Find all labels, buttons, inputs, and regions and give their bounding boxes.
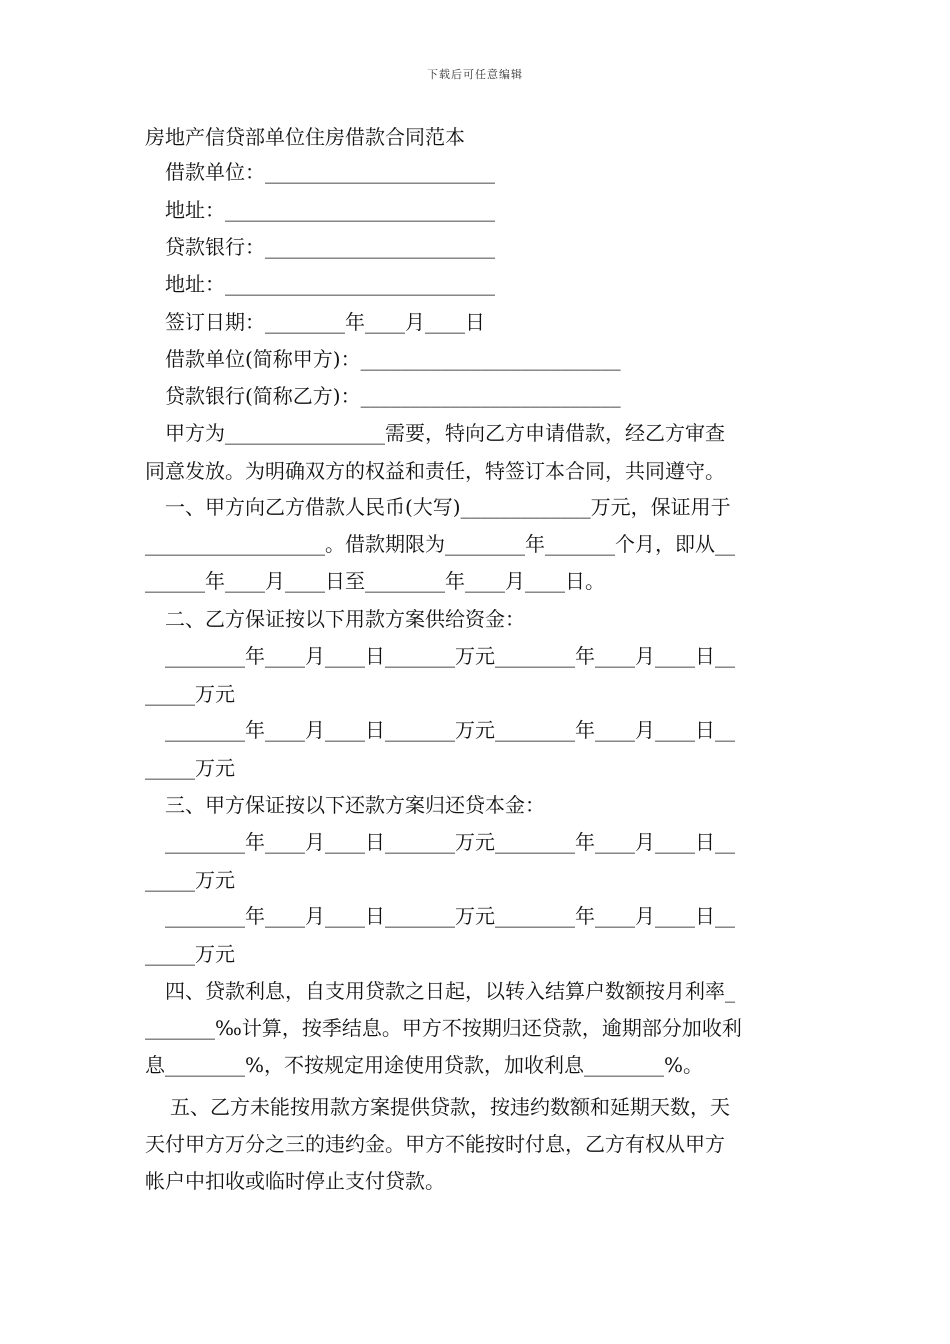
bank-address-line: 地址：___________________________	[165, 272, 495, 296]
clause-1-line-3: ______年____月____日至________年____月____日。	[145, 569, 605, 593]
clause-2-heading: 二、乙方保证按以下用款方案供给资金：	[165, 607, 525, 631]
party-a-line: 借款单位(简称甲方)：__________________________	[165, 347, 621, 371]
clause-3-row-1b: _____万元	[145, 868, 235, 892]
clause-5-line-3: 帐户中扣收或临时停止支付贷款。	[145, 1169, 445, 1193]
clause-4-line-2: _______‰计算，按季结息。甲方不按期归还贷款，逾期部分加收利	[145, 1016, 742, 1040]
clause-5-line-2: 天付甲方万分之三的违约金。甲方不能按时付息，乙方有权从甲方	[145, 1132, 725, 1156]
clause-2-row-1b: _____万元	[145, 682, 235, 706]
clause-2-row-1a: ________年____月____日_______万元________年____月____日__	[165, 644, 735, 668]
clause-3-heading: 三、甲方保证按以下还款方案归还贷本金：	[165, 793, 545, 817]
clause-3-row-2a: ________年____月____日_______万元________年____月____日__	[165, 904, 735, 928]
clause-2-row-2b: _____万元	[145, 756, 235, 780]
clause-1-line-1: 一、甲方向乙方借款人民币(大写)_____________万元，保证用于	[165, 495, 731, 519]
preamble-line-2: 同意发放。为明确双方的权益和责任，特签订本合同，共同遵守。	[145, 459, 725, 483]
clause-4-line-1: 四、贷款利息，自支用贷款之日起，以转入结算户数额按月利率_	[165, 979, 735, 1003]
clause-4-line-3: 息________%，不按规定用途使用贷款，加收利息________%。	[145, 1053, 704, 1077]
clause-5-line-1: 五、乙方未能按用款方案提供贷款，按违约数额和延期天数，天	[170, 1095, 730, 1119]
clause-3-row-2b: _____万元	[145, 942, 235, 966]
document-title: 房地产信贷部单位住房借款合同范本	[145, 125, 465, 149]
signing-date-line: 签订日期：________年____月____日	[165, 310, 485, 334]
preamble-line-1: 甲方为________________需要，特向乙方申请借款，经乙方审查	[165, 421, 725, 445]
clause-1-line-2: __________________。借款期限为________年_______个月，即从__	[145, 532, 735, 556]
borrower-address-line: 地址：___________________________	[165, 198, 495, 222]
party-b-line: 贷款银行(简称乙方)：__________________________	[165, 384, 621, 408]
clause-2-row-2a: ________年____月____日_______万元________年____月____日__	[165, 718, 735, 742]
lending-bank-line: 贷款银行：_______________________	[165, 235, 495, 259]
clause-3-row-1a: ________年____月____日_______万元________年____月____日__	[165, 830, 735, 854]
header-note: 下载后可任意编辑	[427, 68, 523, 81]
borrower-unit-line: 借款单位：_______________________	[165, 160, 495, 184]
